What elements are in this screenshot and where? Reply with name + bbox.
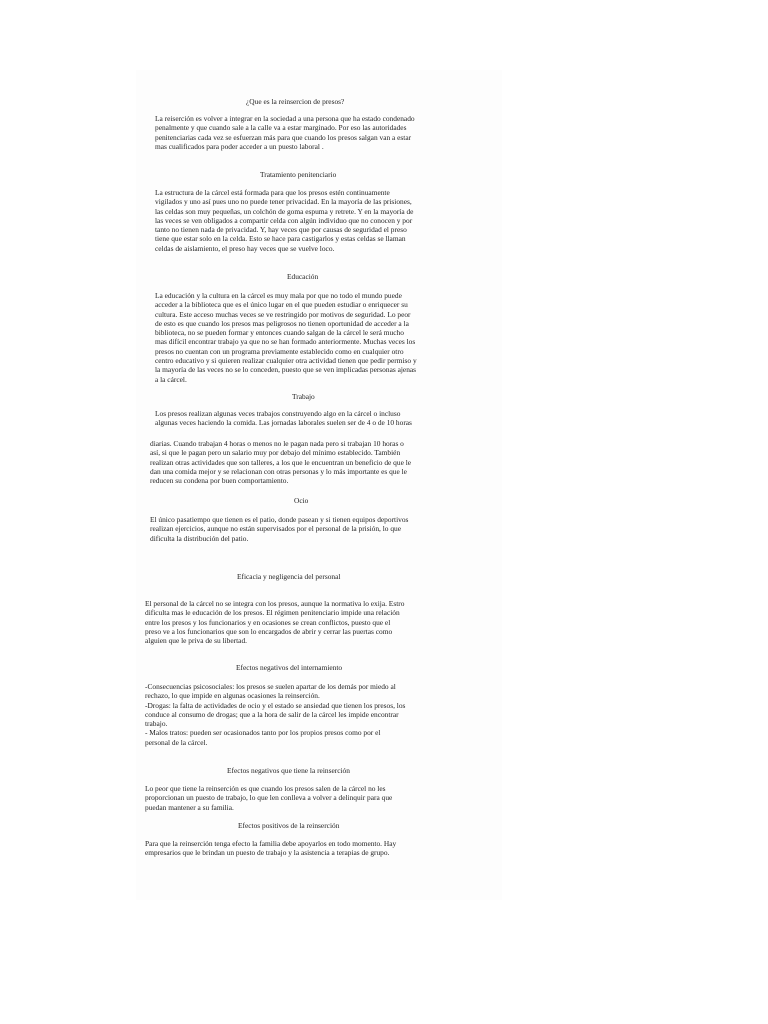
paragraph-tratamiento: La estructura de la cárcel está formada para que los presos estén continuamente vigilados y uno así pues uno no puede tener privacidad. En la mayoría de las prisiones, las celdas son muy pequeñas, un colchón de goma espuma y retrete. Y en la mayoría de las veces se ven obligados a compartir celda con algún individuo que no conocen y por tanto no tienen nada de privacidad. Y, hay veces que por causas de seguridad el preso tiene que estar solo en la celda. Esto se hace para castigarlos y estas celdas se llaman celdas de aislamiento, el preso hay veces que se vuelve loco. — [155, 188, 414, 253]
section-heading-efectos-internamiento: Efectos negativos del internamiento — [236, 663, 343, 672]
document-title: ¿Que es la reinsercion de presos? — [246, 97, 345, 106]
section-heading-tratamiento: Tratamiento penitenciario — [260, 170, 337, 179]
paragraph-efectos-negativos-reinsercion: Lo peor que tiene la reinserción es que cuando los presos salen de la cárcel no les proporcionan un puesto de trabajo, lo que len conlleva a volver a delinquir para que puedan mantener a su familia. — [145, 784, 393, 812]
intro-paragraph: La reiserción es volver a integrar en la sociedad a una persona que ha estado condenado penalmente y que cuando sale a la calle va a estar marginado. Por eso las autoridades penitenciarias cada vez se esfuerzan más para que cuando los presos salgan van a estar mas cualificados para poder acceder a un puesto laboral . — [155, 114, 415, 151]
paragraph-efectos-internamiento: -Consecuencias psicosociales: los presos se suelen apartar de los demás por miedo al rechazo, lo que impide en algunas ocasiones la reinserción. -Drogas: la falta de actividades de ocio y el estado se ansiedad que tienen los presos, los conduce al consumo de drogas; que a la hora de salir de la cárcel les impide encontrar trabajo. - Malos tratos: pueden ser ocasionados tanto por los propios presos como por el personal de la cárcel. — [145, 682, 406, 747]
section-heading-efectos-negativos-reinsercion: Efectos negativos que tiene la reinserción — [227, 766, 350, 775]
section-heading-trabajo: Trabajo — [292, 392, 315, 401]
paragraph-trabajo-2: diarias. Cuando trabajan 4 horas o menos no le pagan nada pero si trabajan 10 horas o así, si que le pagan pero un salario muy por debajo del mínimo establecido. También realizan otras actividades que son talleres, a los que le encuentran un beneficio de que le dan una comida mejor y se relacionan con otras personas y lo más importante es que le reducen su condena por buen comportamiento. — [150, 439, 412, 486]
section-heading-eficacia: Eficacia y negligencia del personal — [237, 572, 341, 581]
section-heading-efectos-positivos: Efectos positivos de la reinserción — [238, 821, 340, 830]
section-heading-educacion: Educación — [287, 272, 319, 281]
paragraph-efectos-positivos: Para que la reinserción tenga efecto la familia debe apoyarlos en todo momento. Hay empresarios que le brindan un puesto de trabajo y la asistencia a terapias de grupo. — [145, 839, 397, 858]
section-heading-ocio: Ocio — [294, 496, 309, 505]
paragraph-educacion: La educación y la cultura en la cárcel es muy mala por que no todo el mundo puede acceder a la biblioteca que es el único lugar en el que pueden estudiar o enriquecer su cultura. Este acceso muchas veces se ve restringido por motivos de seguridad. Lo peor de esto es que cuando los presos mas peligrosos no tienen oportunidad de acceder a la biblioteca, no se pueden formar y entonces cuando salgan de la cárcel le será mucho mas difícil encontrar trabajo ya que no se han formado anteriormente. Muchas veces los presos no cuentan con un programa previamente establecido como en cualquier otro centro educativo y si quieren realizar cualquier otra actividad tienen que pedir permiso y la mayoría de las veces no se lo conceden, puesto que se ven implicadas personas ajenas a la cárcel. — [155, 291, 417, 384]
paragraph-ocio: El único pasatiempo que tienen es el patio, donde pasean y si tienen equipos deportivos realizan ejercicios, aunque no están supervisados por el personal de la prisión, lo que dificulta la distribución del patio. — [150, 515, 409, 543]
paragraph-trabajo-1: Los presos realizan algunas veces trabajos construyendo algo en la cárcel o incluso algunas veces haciendo la comida. Las jornadas laborales suelen ser de 4 o de 10 horas — [155, 409, 412, 428]
paragraph-eficacia: El personal de la cárcel no se integra con los presos, aunque la normativa lo exija. Estro dificulta mas le educación de los presos. El régimen penitenciario impide una relación entre los presos y los funcionarios y en ocasiones se crean conflictos, puesto que el preso ve a los funcionarios que son lo encargados de abrir y cerrar las puertas como alguien que le priva de su libertad. — [145, 599, 405, 646]
